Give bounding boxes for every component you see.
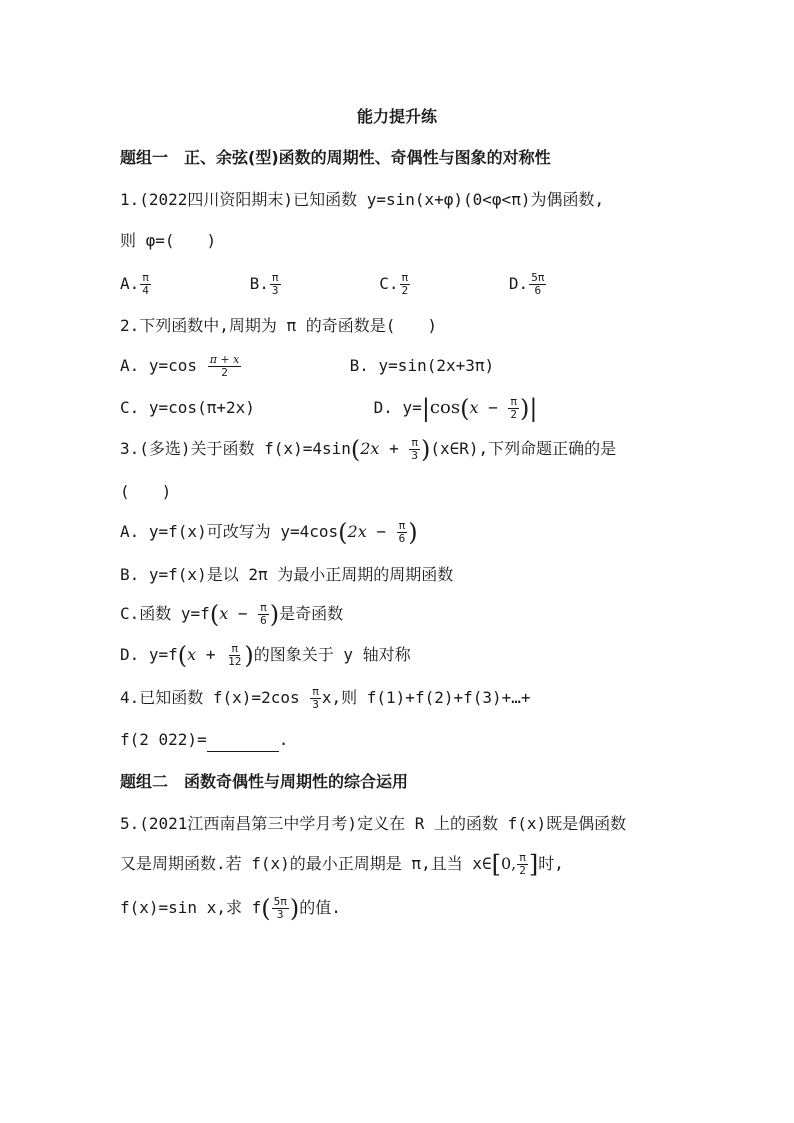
question-2-stem: 2.下列函数中,周期为 π 的奇函数是( )	[120, 316, 438, 335]
option-b: B. y=f(x)是以 2π 为最小正周期的周期函数	[120, 565, 454, 584]
question-4-stem: 4.已知函数 f(x)=2cos $\frac{\pi}{3}$ x,则 f(1)+f(2)+f(3)+…+	[120, 685, 531, 711]
option-b: B. $\frac{\pi}{3}$	[249, 271, 279, 297]
question-5-line-3: f(x)=sin x,求 f( $\frac{5\pi}{3}$ )的值.	[120, 894, 341, 923]
page-title: 能力提升练	[356, 107, 437, 126]
group-heading-1: 题组一 正、余弦(型)函数的周期性、奇偶性与图象的对称性	[120, 148, 551, 167]
option-a: A. y=f(x)可改写为 y=4cos(2x − $\frac{\pi}{6}$ )	[120, 518, 418, 547]
question-4-answer-line: f(2 022)= .	[120, 728, 288, 752]
option-d: D. y=|cos(x − $\frac{\pi}{2}$ )|	[373, 394, 538, 423]
question-3-answer-paren: ( )	[120, 482, 172, 501]
option-a: A. y=cos $\frac{\pi + x}{2}$	[120, 353, 240, 379]
question-1-stem: 1.(2022四川资阳期末)已知函数 y=sin(x+φ)(0<φ<π)为偶函数,	[120, 190, 605, 209]
question-1-options	[120, 272, 547, 297]
question-2-options-ab	[120, 354, 494, 379]
option-a: A. $\frac{\pi}{4}$	[120, 271, 149, 297]
option-d: D. $\frac{5\pi}{6}$	[508, 271, 545, 297]
option-c: C.函数 y=f(x − $\frac{\pi}{6}$ )是奇函数	[120, 600, 344, 629]
group-heading-2: 题组二 函数奇偶性与周期性的综合运用	[120, 772, 409, 791]
option-c: C. $\frac{\pi}{2}$	[379, 271, 409, 297]
option-c: C. y=cos(π+2x)	[120, 398, 255, 417]
question-2-options-cd	[120, 396, 537, 421]
option-d: D. y=f(x + $\frac{\pi}{12}$ )的图象关于 y 轴对称	[120, 641, 411, 670]
answer-blank[interactable]	[207, 735, 279, 752]
question-5-line-1: 5.(2021江西南昌第三中学月考)定义在 R 上的函数 f(x)既是偶函数	[120, 814, 627, 833]
question-3-stem: 3.(多选)关于函数 f(x)=4sin(2x + $\frac{\pi}{3}$ )(x∈R),下列命题正确的是	[120, 435, 617, 464]
option-b: B. y=sin(2x+3π)	[349, 356, 495, 375]
question-1-stem-2: 则 φ=( )	[120, 231, 217, 250]
question-5-line-2: 又是周期函数.若 f(x)的最小正周期是 π,且当 x∈[0, $\frac{\pi}{2}$ ]时,	[120, 850, 564, 879]
